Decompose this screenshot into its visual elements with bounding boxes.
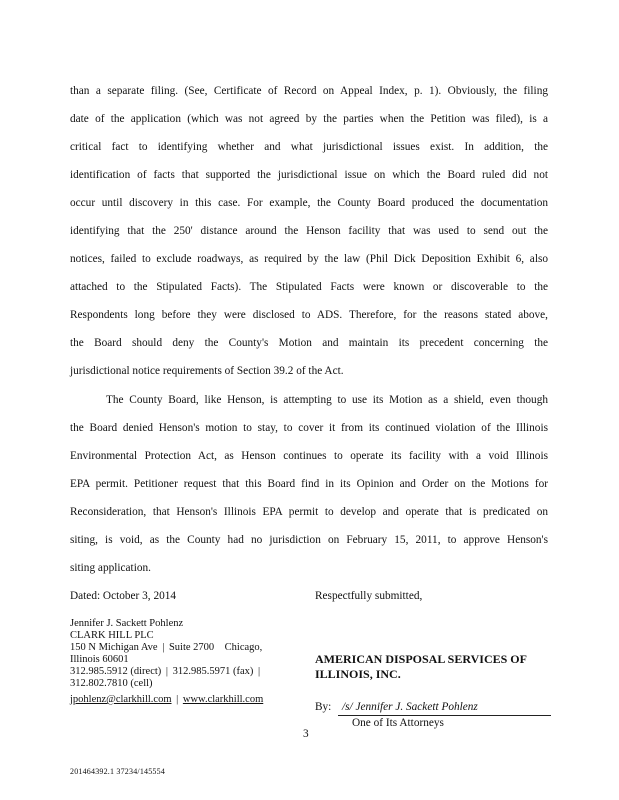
body-line: jurisdictional notice requirements of Section 39.2 of the Act. bbox=[70, 365, 344, 377]
body-line: occur until discovery in this case. For example, the County Board produced the documentation bbox=[70, 197, 548, 209]
direct-label: (direct) bbox=[130, 666, 162, 677]
address-state-zip: Illinois 60601 bbox=[70, 654, 129, 665]
electronic-signature: /s/ Jennifer J. Sackett Pohlenz bbox=[342, 701, 478, 713]
body-line: siting, is void, as the County had no jurisdiction on February 15, 2011, to approve Henson's bbox=[70, 534, 548, 546]
body-line: EPA permit. Petitioner request that this Board find in its Opinion and Order on the Motions for bbox=[70, 478, 548, 490]
email-link[interactable]: jpohlenz@clarkhill.com bbox=[70, 694, 172, 705]
attorney-name: Jennifer J. Sackett Pohlenz bbox=[70, 618, 184, 629]
website-link[interactable]: www.clarkhill.com bbox=[182, 694, 264, 705]
page-number: 3 bbox=[303, 728, 309, 740]
firm-contacts: jpohlenz@clarkhill.com | www.clarkhill.com bbox=[70, 694, 264, 705]
address-city: Chicago, bbox=[224, 642, 263, 653]
body-line: identifying that the 250' distance around the Henson facility that was used to send out the bbox=[70, 225, 548, 237]
body-line: date of the application (which was not agreed by the parties when the Petition was filed), is a bbox=[70, 113, 548, 125]
body-line: notices, failed to exclude roadways, as required by the law (Phil Dick Deposition Exhibit 6, also bbox=[70, 253, 548, 265]
respectfully-submitted: Respectfully submitted, bbox=[315, 590, 423, 602]
address-suite: Suite 2700 bbox=[168, 642, 215, 653]
body-line: Respondents long before they were disclosed to ADS. Therefore, for the reasons stated above, bbox=[70, 309, 548, 321]
signer-role: One of Its Attorneys bbox=[352, 717, 444, 729]
body-line: the Board should deny the County's Motion and maintain its precedent concerning the bbox=[70, 337, 548, 349]
body-line: Reconsideration, that Henson's Illinois EPA permit to develop and operate that is predicated on bbox=[70, 506, 548, 518]
party-name bbox=[315, 652, 527, 682]
law-firm-name: CLARK HILL PLC bbox=[70, 630, 154, 641]
body-line: than a separate filing. (See, Certificate of Record on Appeal Index, p. 1). Obviously, the filing bbox=[70, 85, 548, 97]
body-line: siting application. bbox=[70, 562, 151, 574]
by-label: By: bbox=[315, 701, 332, 713]
fax-label: (fax) bbox=[233, 666, 254, 677]
body-line: the Board denied Henson's motion to stay, to cover it from its continued violation of the Illinois bbox=[70, 422, 548, 434]
body-line: critical fact to identifying whether and what jurisdictional issues exist. In addition, the bbox=[70, 141, 548, 153]
body-line: The County Board, like Henson, is attempting to use its Motion as a shield, even though bbox=[106, 394, 548, 406]
party-name-line: ILLINOIS, INC. bbox=[315, 667, 401, 681]
phone-fax: 312.985.5971 bbox=[172, 666, 231, 677]
phone-direct: 312.985.5912 bbox=[70, 666, 128, 677]
document-footer-id: 201464392.1 37234/145554 bbox=[70, 767, 166, 776]
body-line: Environmental Protection Act, as Henson continues to operate its facility with a void Illinois bbox=[70, 450, 548, 462]
firm-phones: 312.985.5912 (direct) | 312.985.5971 (fax) | bbox=[70, 666, 261, 677]
address-street: 150 N Michigan Ave bbox=[70, 642, 158, 653]
phone-cell: 312.802.7810 (cell) bbox=[70, 678, 153, 689]
firm-address: 150 N Michigan Ave | Suite 2700 Chicago, bbox=[70, 642, 263, 653]
dated-line: Dated: October 3, 2014 bbox=[70, 590, 177, 602]
body-line: identification of facts that supported the jurisdictional issue on which the Board ruled did not bbox=[70, 169, 548, 181]
body-line: attached to the Stipulated Facts). The Stipulated Facts were known or discoverable to the bbox=[70, 281, 548, 293]
party-name-line: AMERICAN DISPOSAL SERVICES OF bbox=[315, 652, 527, 666]
